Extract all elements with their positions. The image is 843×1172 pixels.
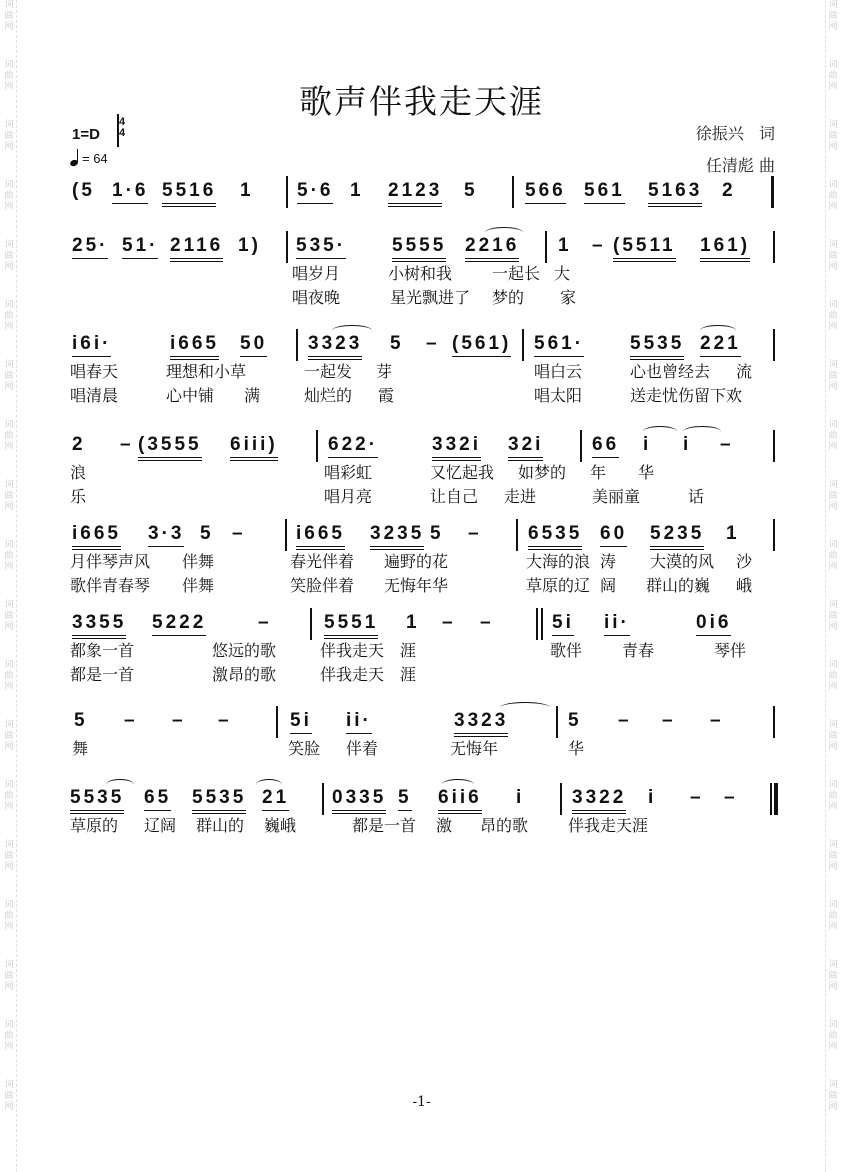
- watermark-group: 词 曲 网: [828, 720, 838, 752]
- lyric-verse-1: 激: [436, 816, 453, 835]
- lyric-verse-1: 涛: [600, 552, 617, 571]
- note-group: 1: [726, 523, 740, 544]
- bar-line: [541, 608, 543, 640]
- note-group: 66: [592, 434, 619, 458]
- note-group: –: [662, 710, 676, 731]
- watermark-group: 词 曲 网: [828, 360, 838, 392]
- watermark-group: 词 曲 网: [828, 780, 838, 812]
- note-group: –: [618, 710, 632, 731]
- lyric-verse-1: 年: [590, 463, 607, 482]
- bar-line: [773, 231, 775, 263]
- slur-mark: [485, 227, 523, 238]
- note-group: 5: [74, 710, 88, 731]
- lyric-verse-2: 霞: [378, 386, 395, 405]
- note-group: 5516: [162, 180, 216, 207]
- note-group: 6ii6: [438, 787, 482, 814]
- lyric-verse-1: 青春: [622, 641, 655, 660]
- note-group: –: [426, 333, 440, 354]
- bar-line: [322, 783, 324, 815]
- note-group: 51·: [122, 235, 158, 259]
- lyric-verse-2: 唱夜晚: [292, 288, 341, 307]
- bar-line: [286, 231, 288, 263]
- note-group: 5i: [290, 710, 312, 734]
- note-group: 5535: [70, 787, 124, 814]
- lyric-verse-1: 伴我走天: [320, 641, 385, 660]
- watermark-group: 词 曲 网: [828, 660, 838, 692]
- bar-line: [276, 706, 278, 738]
- watermark-group: 词 曲 网: [828, 960, 838, 992]
- lyric-verse-2: 唱清晨: [70, 386, 119, 405]
- lyric-verse-2: 家: [560, 288, 577, 307]
- bar-line: [296, 329, 298, 361]
- note-row: [60, 612, 780, 642]
- watermark-group: 词 曲 网: [828, 540, 838, 572]
- note-group: 535·: [296, 235, 346, 259]
- lyric-verse-1: 群山的: [196, 816, 245, 835]
- note-group: 5: [430, 523, 444, 544]
- lyric-verse-1: 昂的歌: [480, 816, 529, 835]
- note-group: –: [258, 612, 272, 633]
- lyric-verse-2: 话: [688, 487, 705, 506]
- note-group: i6i·: [72, 333, 111, 357]
- bar-line: [285, 519, 287, 551]
- note-row: [60, 235, 780, 265]
- time-signature-top: 4: [118, 116, 126, 128]
- quarter-note-icon: [70, 150, 82, 166]
- lyric-verse-1: 沙: [736, 552, 753, 571]
- lyric-verse-2: 走进: [504, 487, 537, 506]
- watermark-group: 词 曲 网: [828, 480, 838, 512]
- note-group: –: [724, 787, 738, 808]
- lyric-verse-1: 大: [554, 264, 571, 283]
- bar-line: [556, 706, 558, 738]
- note-group: (5: [72, 180, 95, 201]
- watermark-group: 词 曲 网: [4, 420, 14, 452]
- note-group: 2: [72, 434, 86, 455]
- song-title: 歌声伴我走天涯: [299, 82, 544, 121]
- note-row: [60, 523, 780, 553]
- watermark-group: 词 曲 网: [4, 900, 14, 932]
- lyric-verse-1: 舞: [72, 739, 89, 758]
- note-group: –: [592, 235, 606, 256]
- watermark-group: 词 曲 网: [4, 1080, 14, 1112]
- bar-line: [316, 430, 318, 462]
- note-group: 5222: [152, 612, 206, 636]
- lyric-verse-1: 伴我走天涯: [568, 816, 649, 835]
- lyric-verse-1: 草原的: [70, 816, 119, 835]
- note-group: i: [643, 434, 652, 455]
- slur-mark: [332, 325, 372, 336]
- note-group: 1: [350, 180, 364, 201]
- note-group: 161): [700, 235, 750, 262]
- lyric-verse-1: 流: [736, 362, 753, 381]
- note-group: 3323: [454, 710, 508, 737]
- watermark-group: 词 曲 网: [828, 120, 838, 152]
- note-group: 0i6: [696, 612, 731, 636]
- lyric-verse-1: 芽: [376, 362, 393, 381]
- note-group: 5235: [650, 523, 704, 550]
- note-group: 1·6: [112, 180, 148, 204]
- note-group: 1): [238, 235, 261, 256]
- watermark-group: 词 曲 网: [4, 1020, 14, 1052]
- lyric-verse-1: 华: [568, 739, 585, 758]
- lyric-verse-2: 无悔年华: [384, 576, 449, 595]
- lyric-verse-2: 唱月亮: [324, 487, 373, 506]
- slur-mark: [106, 779, 134, 790]
- note-group: 332i: [432, 434, 481, 461]
- watermark-group: 词 曲 网: [4, 480, 14, 512]
- note-group: 3355: [72, 612, 126, 639]
- watermark-group: 词 曲 网: [4, 720, 14, 752]
- tempo-value: = 64: [82, 151, 108, 166]
- watermark-group: 词 曲 网: [4, 360, 14, 392]
- note-group: 5163: [648, 180, 702, 207]
- watermark-group: 词 曲 网: [4, 300, 14, 332]
- lyric-verse-1: 唱岁月: [292, 264, 341, 283]
- lyric-verse-2: 唱太阳: [534, 386, 583, 405]
- note-group: –: [120, 434, 134, 455]
- note-group: 21: [262, 787, 289, 811]
- lyric-verse-1: 伴舞: [182, 552, 215, 571]
- lyric-verse-2: 都是一首: [70, 665, 135, 684]
- watermark-group: 词 曲 网: [828, 0, 838, 32]
- lyric-verse-2: 星光飘进了: [390, 288, 471, 307]
- lyric-verse-2: 美丽童: [592, 487, 641, 506]
- note-row: [60, 710, 780, 740]
- note-group: –: [480, 612, 494, 633]
- note-row: [60, 333, 780, 363]
- watermark-group: 词 曲 网: [4, 120, 14, 152]
- bar-line: [580, 430, 582, 462]
- note-group: (5511: [613, 235, 676, 262]
- lyric-verse-1: 大海的浪: [526, 552, 591, 571]
- note-group: 1: [406, 612, 420, 633]
- watermark-group: 词 曲 网: [4, 240, 14, 272]
- lyric-verse-2: 笑脸伴着: [290, 576, 355, 595]
- note-group: 6iii): [230, 434, 278, 461]
- note-group: 5551: [324, 612, 378, 639]
- lyric-verse-1: 无悔年: [450, 739, 499, 758]
- watermark-group: 词 曲 网: [828, 1080, 838, 1112]
- lyric-verse-2: 群山的巍: [646, 576, 711, 595]
- lyric-verse-1: 一起长: [492, 264, 541, 283]
- lyric-verse-2: 草原的辽: [526, 576, 591, 595]
- lyric-verse-2: 阔: [600, 576, 617, 595]
- note-group: 3322: [572, 787, 626, 814]
- note-group: 0335: [332, 787, 386, 814]
- note-group: i665: [296, 523, 345, 550]
- slur-mark: [683, 426, 721, 437]
- note-group: 622·: [328, 434, 378, 458]
- lyric-verse-1: 涯: [400, 641, 417, 660]
- note-group: 3·3: [148, 523, 184, 547]
- note-group: i665: [72, 523, 121, 550]
- note-group: 2123: [388, 180, 442, 207]
- note-group: 50: [240, 333, 267, 357]
- lyric-verse-1: 都是一首: [352, 816, 417, 835]
- note-group: 221: [700, 333, 741, 357]
- watermark-group: 词 曲 网: [828, 1020, 838, 1052]
- watermark-group: 词 曲 网: [828, 240, 838, 272]
- lyric-verse-1: 春光伴着: [290, 552, 355, 571]
- composer-credit: 任清彪 曲: [705, 156, 775, 175]
- watermark-group: 词 曲 网: [828, 180, 838, 212]
- lyric-verse-1: 华: [638, 463, 655, 482]
- watermark-group: 词 曲 网: [828, 300, 838, 332]
- watermark-group: 词 曲 网: [828, 60, 838, 92]
- lyric-verse-2: 歌伴青春琴: [70, 576, 151, 595]
- bar-line: [512, 176, 514, 208]
- note-group: ii·: [604, 612, 630, 636]
- note-group: 2: [722, 180, 736, 201]
- bar-line: [773, 430, 775, 462]
- lyric-verse-1: 理想和小草: [166, 362, 247, 381]
- note-group: 5: [390, 333, 404, 354]
- note-group: (3555: [138, 434, 202, 461]
- bar-line: [770, 783, 772, 815]
- bar-line: [773, 706, 775, 738]
- slur-mark: [500, 702, 550, 713]
- watermark-group: 词 曲 网: [4, 0, 14, 32]
- lyric-verse-1: 小树和我: [388, 264, 453, 283]
- lyric-verse-2: 乐: [70, 487, 87, 506]
- note-group: –: [172, 710, 186, 731]
- note-group: 5535: [192, 787, 246, 814]
- note-group: 5: [200, 523, 214, 544]
- lyric-verse-1: 遍野的花: [384, 552, 449, 571]
- note-group: –: [442, 612, 456, 633]
- note-row: [60, 434, 780, 464]
- lyricist-credit: 徐振兴 词: [695, 124, 775, 143]
- note-group: 65: [144, 787, 171, 811]
- note-group: 561·: [534, 333, 584, 357]
- note-group: 561: [584, 180, 625, 204]
- note-group: –: [124, 710, 138, 731]
- note-group: i: [516, 787, 525, 808]
- note-group: 5535: [630, 333, 684, 360]
- lyric-verse-1: 浪: [70, 463, 87, 482]
- note-row: [60, 787, 780, 817]
- note-group: 3235: [370, 523, 424, 550]
- time-signature-bottom: 4: [118, 127, 126, 139]
- bar-line: [286, 176, 288, 208]
- lyric-verse-2: 峨: [736, 576, 753, 595]
- watermark-group: 词 曲 网: [828, 600, 838, 632]
- lyric-verse-1: 歌伴: [550, 641, 583, 660]
- tempo-marking: [70, 150, 108, 166]
- watermark-group: 词 曲 网: [4, 180, 14, 212]
- bar-line: [772, 176, 774, 208]
- slur-mark: [700, 325, 736, 336]
- lyric-verse-1: 月伴琴声风: [70, 552, 151, 571]
- watermark-group: 词 曲 网: [828, 420, 838, 452]
- lyric-verse-2: 灿烂的: [304, 386, 353, 405]
- note-group: 2116: [170, 235, 223, 262]
- note-group: –: [690, 787, 704, 808]
- note-group: 566: [525, 180, 566, 204]
- lyric-verse-1: 都象一首: [70, 641, 135, 660]
- note-group: 32i: [508, 434, 543, 461]
- lyric-verse-2: 让自己: [430, 487, 479, 506]
- note-group: –: [710, 710, 724, 731]
- lyric-verse-1: 巍峨: [264, 816, 297, 835]
- watermark-group: 词 曲 网: [828, 900, 838, 932]
- key-signature: 1=D: [72, 126, 100, 143]
- note-group: 5i: [552, 612, 574, 636]
- note-group: 3323: [308, 333, 362, 360]
- note-row: [60, 180, 780, 210]
- bar-line: [773, 519, 775, 551]
- lyric-verse-1: 笑脸: [288, 739, 321, 758]
- lyric-verse-2: 伴我走天: [320, 665, 385, 684]
- bar-line: [522, 329, 524, 361]
- note-group: –: [232, 523, 246, 544]
- note-group: 6535: [528, 523, 582, 550]
- lyric-verse-2: 心中铺: [166, 386, 215, 405]
- lyric-verse-2: 伴舞: [182, 576, 215, 595]
- watermark-group: 词 曲 网: [4, 840, 14, 872]
- lyric-verse-1: 唱彩虹: [324, 463, 373, 482]
- note-group: 5555: [392, 235, 446, 262]
- lyric-verse-1: 又忆起我: [430, 463, 495, 482]
- lyric-verse-1: 唱白云: [534, 362, 583, 381]
- lyric-verse-1: 一起发: [304, 362, 353, 381]
- bar-line: [774, 783, 778, 815]
- slur-mark: [256, 779, 282, 790]
- lyric-verse-2: 涯: [400, 665, 417, 684]
- note-group: 5: [398, 787, 412, 811]
- note-group: 25·: [72, 235, 108, 259]
- note-group: (561): [452, 333, 511, 357]
- note-group: –: [218, 710, 232, 731]
- bar-line: [516, 519, 518, 551]
- bar-line: [560, 783, 562, 815]
- lyric-verse-1: 如梦的: [518, 463, 567, 482]
- lyric-verse-1: 唱春天: [70, 362, 119, 381]
- watermark-group: 词 曲 网: [4, 60, 14, 92]
- watermark-right: [825, 0, 840, 1172]
- watermark-left: [2, 0, 17, 1172]
- note-group: 60: [600, 523, 627, 547]
- note-group: 5: [464, 180, 478, 201]
- lyric-verse-1: 辽阔: [144, 816, 177, 835]
- note-group: 1: [558, 235, 572, 256]
- lyric-verse-1: 悠远的歌: [212, 641, 277, 660]
- lyric-verse-2: 激昂的歌: [212, 665, 277, 684]
- note-group: 5: [568, 710, 582, 731]
- note-group: 2216: [465, 235, 519, 262]
- watermark-group: 词 曲 网: [828, 840, 838, 872]
- bar-line: [545, 231, 547, 263]
- lyric-verse-1: 伴着: [346, 739, 379, 758]
- lyric-verse-2: 满: [244, 386, 261, 405]
- lyric-verse-1: 心也曾经去: [630, 362, 711, 381]
- watermark-group: 词 曲 网: [4, 540, 14, 572]
- lyric-verse-2: 梦的: [492, 288, 525, 307]
- watermark-group: 词 曲 网: [4, 600, 14, 632]
- note-group: i665: [170, 333, 219, 360]
- bar-line: [536, 608, 538, 640]
- slur-mark: [442, 779, 474, 790]
- note-group: 1: [240, 180, 254, 201]
- bar-line: [773, 329, 775, 361]
- note-group: 5·6: [297, 180, 333, 204]
- watermark-group: 词 曲 网: [4, 780, 14, 812]
- bar-line: [310, 608, 312, 640]
- time-signature: [117, 117, 127, 139]
- note-group: i: [683, 434, 692, 455]
- note-group: i: [648, 787, 657, 808]
- note-group: –: [720, 434, 734, 455]
- lyric-verse-1: 大漠的风: [650, 552, 715, 571]
- watermark-group: 词 曲 网: [4, 660, 14, 692]
- slur-mark: [643, 426, 677, 437]
- note-group: ii·: [346, 710, 372, 734]
- watermark-group: 词 曲 网: [4, 960, 14, 992]
- note-group: –: [468, 523, 482, 544]
- page-number: -1-: [412, 1094, 431, 1110]
- lyric-verse-1: 琴伴: [714, 641, 747, 660]
- lyric-verse-2: 送走忧伤留下欢: [630, 386, 743, 405]
